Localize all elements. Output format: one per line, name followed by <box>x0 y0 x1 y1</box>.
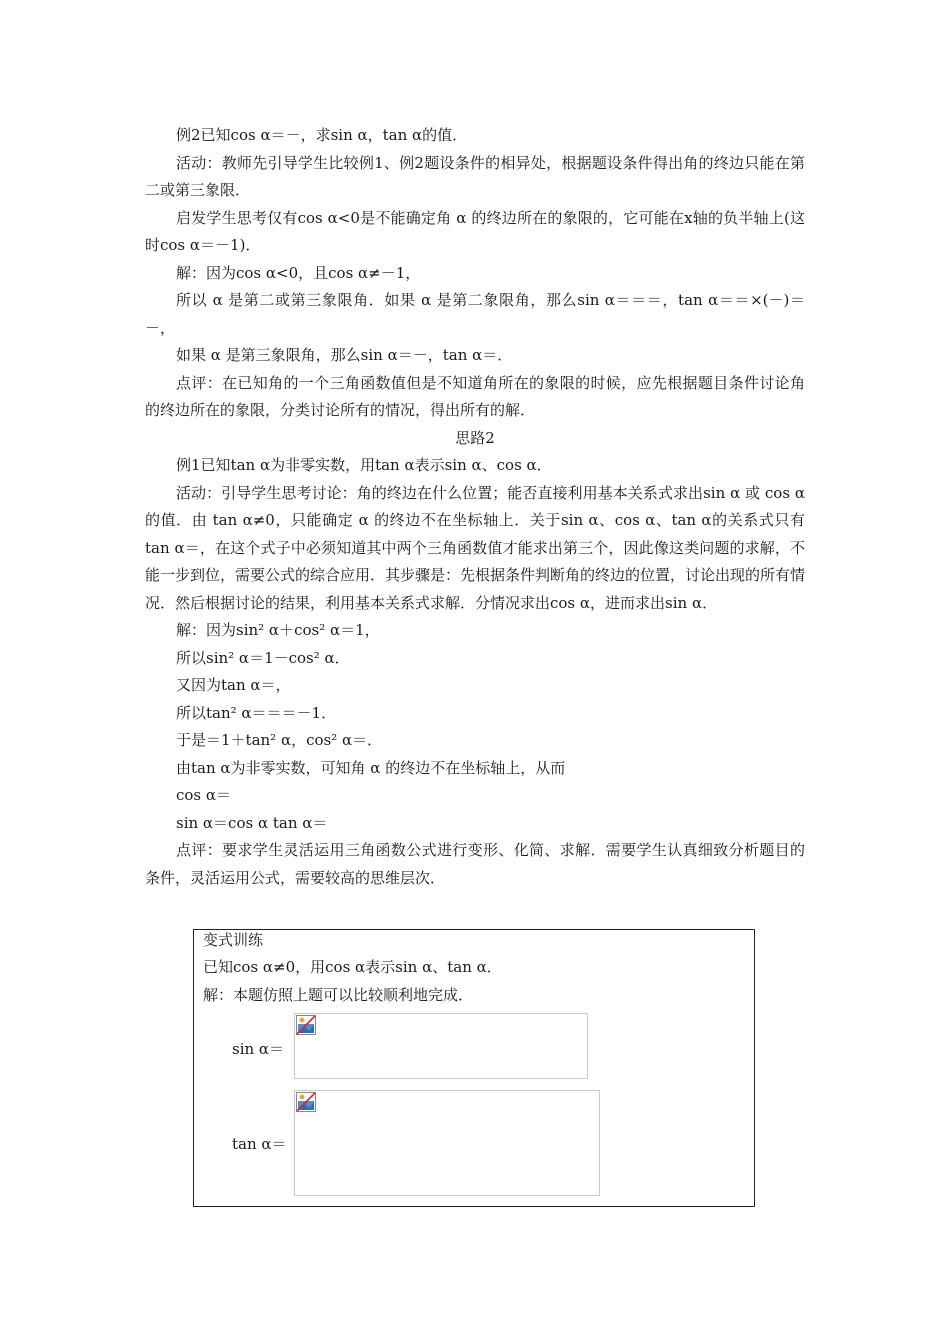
exercise-title: 变式训练 <box>203 931 264 949</box>
exercise-problem: 已知cos α≠0，用cos α表示sin α、tan α． <box>203 958 502 976</box>
document-body <box>145 122 805 892</box>
paragraph: cos α＝ <box>176 786 232 804</box>
section-heading: 思路2 <box>455 428 495 447</box>
paragraph: 又因为tan α＝， <box>176 676 291 694</box>
paragraph: 活动：教师先引导学生比较例1、例2题设条件的相异处，根据题设条件得出角的终边只能在第二或第三象限． <box>145 153 805 199</box>
paragraph: 于是＝1＋tan² α，cos² α＝． <box>176 731 383 749</box>
sin-formula-image <box>294 1013 588 1079</box>
paragraph: 例2已知cos α＝－，求sin α，tan α的值． <box>176 126 468 144</box>
paragraph: 启发学生思考仅有cos α<0是不能确定角 α 的终边所在的象限的，它可能在x轴的负半轴上(这时cos α＝－1)． <box>145 208 805 254</box>
tan-formula-label: tan α＝ <box>232 1135 287 1153</box>
paragraph: 解：因为cos α<0，且cos α≠－1， <box>176 263 421 282</box>
paragraph: 解：因为sin² α＋cos² α＝1， <box>176 621 380 639</box>
paragraph: 点评：要求学生灵活运用三角函数公式进行变形、化简、求解．需要学生认真细致分析题目的条件，灵活运用公式，需要较高的思维层次． <box>145 841 805 887</box>
paragraph: 所以sin² α＝1－cos² α． <box>176 648 350 667</box>
paragraph: 所以tan² α＝＝＝－1． <box>176 703 337 722</box>
sin-formula-label: sin α＝ <box>232 1040 285 1058</box>
paragraph: sin α＝cos α tan α＝ <box>176 813 328 832</box>
paragraph: 例1已知tan α为非零实数，用tan α表示sin α、cos α． <box>176 456 552 474</box>
tan-formula-image <box>294 1090 600 1196</box>
exercise-box <box>193 929 755 1207</box>
paragraph: 所以 α 是第二或第三象限角．如果 α 是第二象限角，那么sin α＝＝＝，tan α＝＝×(－)＝－， <box>145 291 805 337</box>
broken-image-icon <box>296 1092 316 1112</box>
paragraph: 由tan α为非零实数，可知角 α 的终边不在坐标轴上，从而 <box>176 758 566 777</box>
paragraph: 活动：引导学生思考讨论：角的终边在什么位置；能否直接利用基本关系式求出sin α 或 cos α 的值．由 tan α≠0，只能确定 α 的终边不在坐标轴上．关于sin α、cos α、tan α的关系式只有tan α＝，在这个式子中必须知道其中两个三角函数值才能求出第三个，因此像这类问题的求解，不能一步到位，需要公式的综合应用．其步骤是：先根据条件判断角的终边的位置，讨论出现的所有情况．然后根据讨论的结果，利用基本关系式求解．分情况求出cos α，进而求出sin α． <box>145 483 806 612</box>
broken-image-icon <box>296 1015 316 1035</box>
paragraph: 如果 α 是第三象限角，那么sin α＝－，tan α＝． <box>176 346 513 364</box>
exercise-solution-intro: 解：本题仿照上题可以比较顺利地完成． <box>203 986 474 1004</box>
paragraph: 点评：在已知角的一个三角函数值但是不知道角所在的象限的时候，应先根据题目条件讨论角的终边所在的象限，分类讨论所有的情况，得出所有的解． <box>145 373 805 419</box>
